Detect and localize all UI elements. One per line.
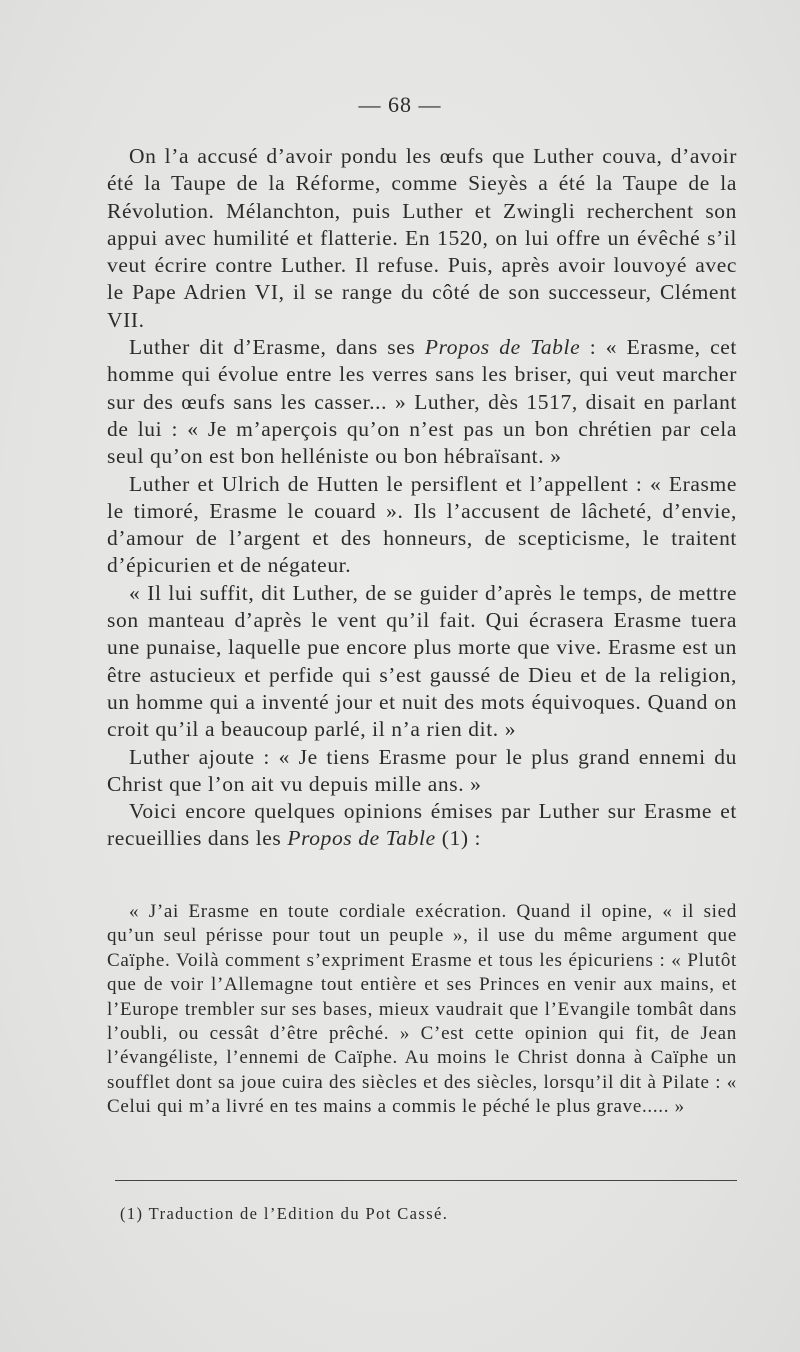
paragraph-6-text-b: (1) : xyxy=(435,826,482,851)
block-quote xyxy=(107,900,737,1120)
paragraph-2 xyxy=(107,334,737,470)
main-text xyxy=(107,143,737,853)
footnote-divider xyxy=(115,1180,737,1181)
footnote: (1) Traduction de l’Edition du Pot Cassé. xyxy=(120,1204,449,1223)
paragraph-2-text-b: : « Erasme, cet homme qui évolue entre les verres sans les briser, qui veut marcher sur des œufs sans les casser... » Luther, dès 1517, disait en parlant de lui : « Je m’aperçois qu’on n’est pas un bon chrétien par cela seul qu’on est bon helléniste ou bon hébraïsant. » xyxy=(107,335,737,469)
quote-paragraph: « J’ai Erasme en toute cordiale exécration. Quand il opine, « il sied qu’un seul périsse pour tout un peuple », il use du même argument que Caïphe. Voilà comment s’expriment Erasme et tous les épicuriens : « Plutôt que de voir l’Allemagne tout entière et ses Princes en venir aux mains, et l’Europe trembler sur ses bases, mieux vaudrait que l’Evangile tombât dans l’oubli, ou cessât d’être prêché. » C’est cette opinion qui fit, de Jean l’évangéliste, l’ennemi de Caïphe. Au moins le Christ donna à Caïphe un soufflet dont sa joue cuira des siècles et des siècles, lorsqu’il dit à Pilate : « Celui qui m’a livré en tes mains a commis le péché le plus grave..... » xyxy=(107,901,737,1118)
paragraph-6-text-a: Voici encore quelques opinions émises par Luther sur Erasme et recueillies dans les xyxy=(107,799,737,851)
paragraph-2-text-a: Luther dit d’Erasme, dans ses xyxy=(129,335,425,360)
book-title: Propos de Table xyxy=(287,826,436,851)
paragraph-3: Luther et Ulrich de Hutten le persiflent et l’appellent : « Erasme le timoré, Erasme le couard ». Ils l’accusent de lâcheté, d’envie, d’amour de l’argent et des honneurs, de scepticisme, le traitent d’épicurien et de négateur. xyxy=(107,471,737,578)
paragraph-5: Luther ajoute : « Je tiens Erasme pour le plus grand ennemi du Christ que l’on ait vu depuis mille ans. » xyxy=(107,744,737,796)
book-title: Propos de Table xyxy=(424,335,581,360)
paragraph-1: On l’a accusé d’avoir pondu les œufs que Luther couva, d’avoir été la Taupe de la Réforme, comme Sieyès a été la Taupe de la Révolution. Mélanchton, puis Luther et Zwingli recherchent son appui avec humilité et flatterie. En 1520, on lui offre un évêché s’il veut écrire contre Luther. Il refuse. Puis, après avoir louvoyé avec le Pape Adrien VI, il se range du côté de son successeur, Clément VII. xyxy=(107,144,737,332)
page-number: — 68 — xyxy=(358,92,442,117)
paragraph-4: « Il lui suffit, dit Luther, de se guider d’après le temps, de mettre son manteau d’après le vent qu’il fait. Qui écrasera Erasme tuera une punaise, laquelle pue encore plus morte que vive. Erasme est un être astucieux et perfide qui s’est gaussé de Dieu et de la religion, un homme qui a inventé jour et nuit des mots équivoques. Quand on croit qu’il a beaucoup parlé, il n’a rien dit. » xyxy=(107,580,737,742)
paragraph-6 xyxy=(107,798,737,853)
